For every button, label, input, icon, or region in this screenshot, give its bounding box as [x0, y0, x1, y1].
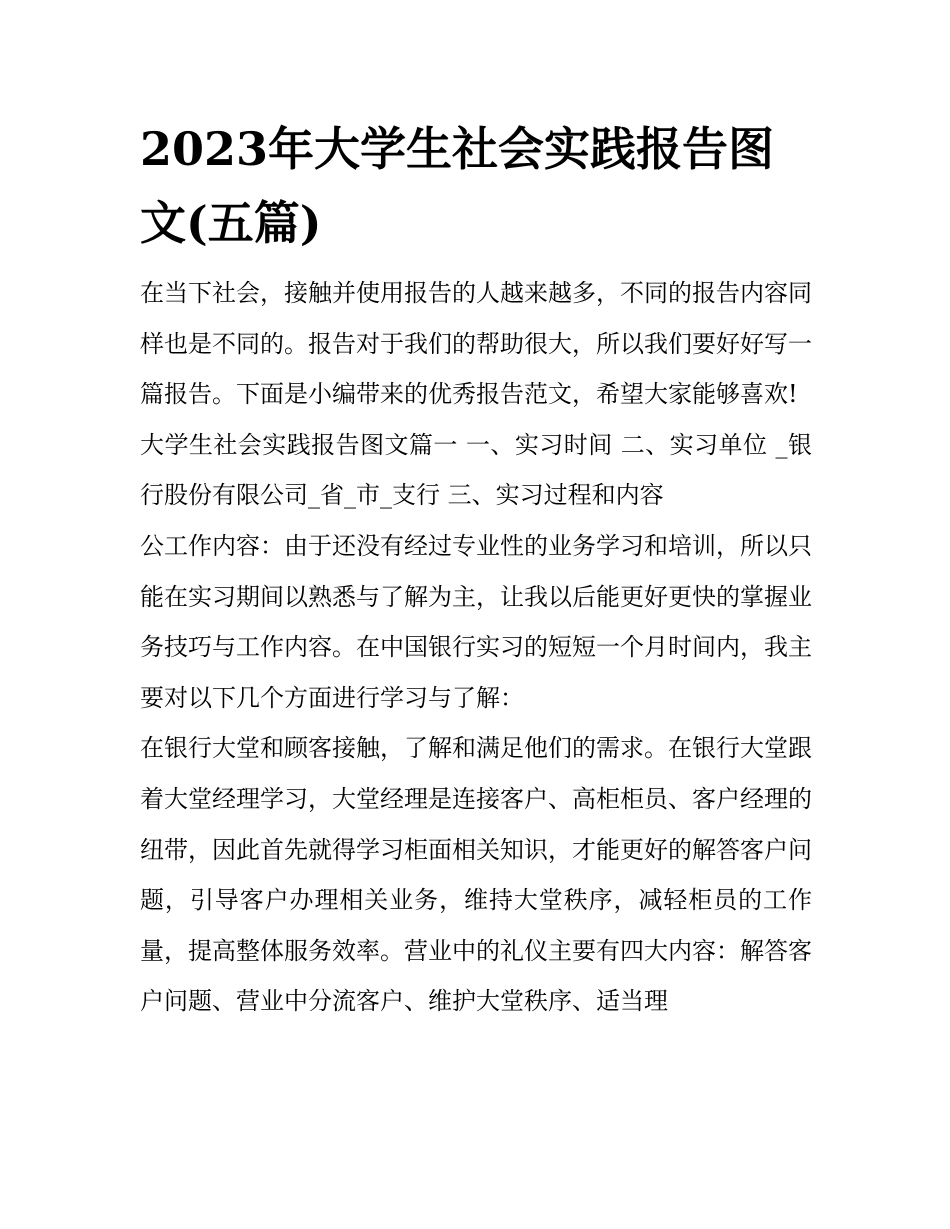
- paragraph-work-content: 公工作内容：由于还没有经过专业性的业务学习和培训，所以只能在实习期间以熟悉与了解为主，让我以后能更好更快的掌握业务技巧与工作内容。在中国银行实习的短短一个月时间内，我主要对以下几个方面进行学习与了解：: [140, 531, 812, 712]
- paragraph-intro: 在当下社会，接触并使用报告的人越来越多，不同的报告内容同样也是不同的。报告对于我们的帮助很大，所以我们要好好写一篇报告。下面是小编带来的优秀报告范文，希望大家能够喜欢!: [140, 279, 812, 409]
- paragraph-lobby: 在银行大堂和顾客接触，了解和满足他们的需求。在银行大堂跟着大堂经理学习，大堂经理是连接客户、高柜柜员、客户经理的纽带，因此首先就得学习柜面相关知识，才能更好的解答客户问题，引导客户办理相关业务，维持大堂秩序，减轻柜员的工作量，提高整体服务效率。营业中的礼仪主要有四大内容：解答客户问题、营业中分流客户、维护大堂秩序、适当理: [140, 734, 812, 1016]
- paragraph-section-header: 大学生社会实践报告图文篇一 一、实习时间 二、实习单位 _银行股份有限公司_省_市_支行 三、实习过程和内容: [140, 430, 812, 510]
- document-title: 2023年大学生社会实践报告图文(五篇): [140, 122, 775, 250]
- document-page: [140, 112, 812, 1027]
- document-body: [140, 268, 812, 1027]
